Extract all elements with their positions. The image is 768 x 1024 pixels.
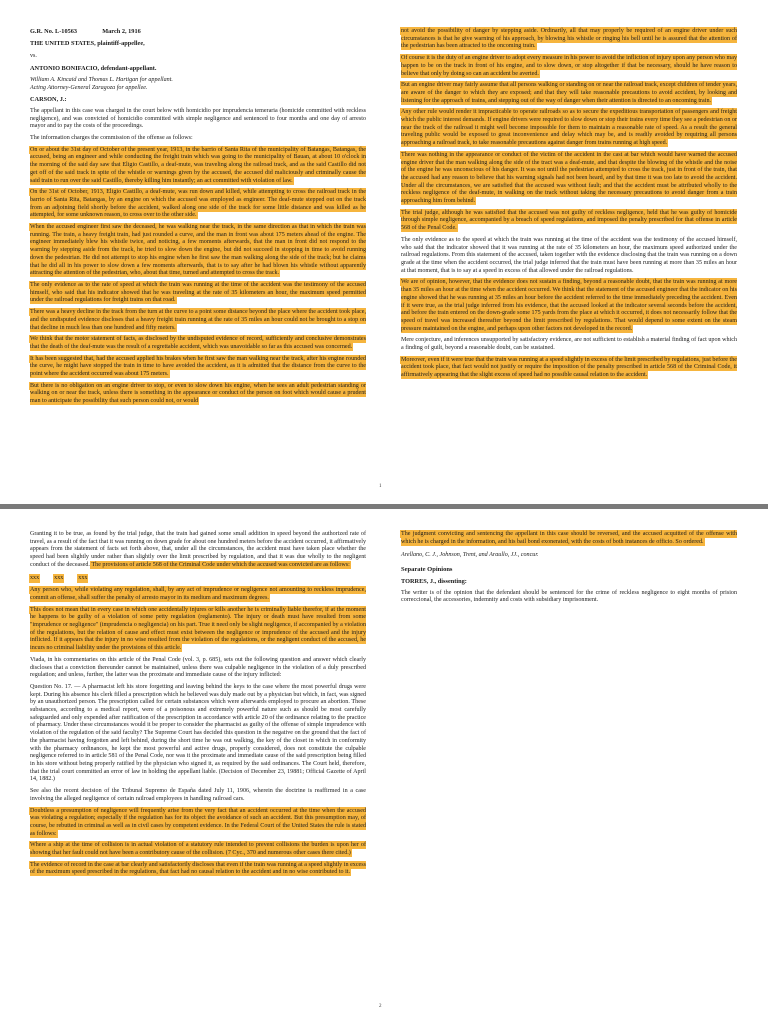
- plaintiff-line: THE UNITED STATES, plaintiff-appellee,: [30, 39, 145, 47]
- highlighted-paragraph: We think that the motor statement of facts, as disclosed by the undisputed evidence of record, sufficiently and conclusive demonstrates that the death of the deaf-mute was the result of a regrettable accident, which was unavoidable so far as this accused was concerned.: [30, 336, 366, 350]
- paragraph: Granting it to be true, as found by the trial judge, that the train had gained some small addition in speed beyond the authorized rate of travel, as a result of the fact that it was running on down grade for about one hundred meters before the accident occurred, it affirmatively appears from the statement of facts set forth above, that, under all the circumstances, the accident must have taken place whether the speed had been slightly under rather than slightly over the limit prescribed by regulation, and that it was due wholly to the negligent conduct of the deceased. The provisions of article 568 of the Criminal Code under which the accused was convicted are as follows:: [30, 531, 366, 568]
- paragraph: The information charges the commission of the offense as follows:: [30, 135, 193, 142]
- paragraph: The appellant in this case was charged in the court below with homicidio por imprudencia temeraria (homicide committed with reckless negligence), and was convicted of homicidio committed with simple negligence and sentenced to four months and one day of arresto mayor and to pay the costs of the proceedings.: [30, 107, 366, 130]
- page2-right-column: [401, 531, 737, 609]
- paragraph: Viada, in his commentaries on this article of the Penal Code (vol. 3, p. 685), sets out the following question and answer which clearly discloses that a conviction thereunder cannot be maintained, unless there was culpable negligence in the violation of a duly prescribed regulation; and unless, further, the latter was the proximate and immediate cause of the injury inflicted:: [30, 656, 366, 679]
- highlighted-paragraph: Any person who, while violating any regulation, shall, by any act of imprudence or negligence not amounting to reckless imprudence, commit an offense, shall suffer the penalty of arresto mayor in its medium and maximum degrees.: [30, 587, 366, 601]
- case-number-line: [30, 28, 366, 36]
- highlighted-paragraph: When the accused engineer first saw the deceased, he was walking near the track, in the same direction as that in which the train was running. The train, a heavy freight train, had just rounded a curve, and the man in front was about 175 meters ahead of the engine. The engineer immediately blew his whistle twice, and noticing, a few moments afterwards, that the man in front did not respond to the warning by stepping aside from the track, he tried to slow down the engine, but did not succeed in stopping in time to avoid running down the pedestrian. He did not attempt to stop his engine when he first saw the man walking along the side of the track; but he claims that he did all in his power to slow down a few moments afterwards, that is to say after he had blown his whistle without apparently attracting the attention of the pedestrian, who, about that time, turned and attempted to cross the track.: [30, 224, 366, 277]
- paragraph: See also the recent decision of the Tribunal Supremo de España dated July 11, 1906, wherein the doctrine is reaffirmed in a case involving the alleged negligence of certain railroad employees in handling railroad cars.: [30, 788, 366, 802]
- paragraph: Mere conjecture, and inferences unsupported by satisfactory evidence, are not sufficient to establish a material finding of fact upon which a finding of guilt, beyond a reasonable doubt, can be sustained.: [401, 337, 737, 352]
- highlighted-paragraph: Of course it is the duty of an engine driver to adopt every measure in his power to avoid the infliction of injury upon any person who may happen to be on the track in front of his engine, and to slow down, or stop altogether if that be necessary, should he have reason to believe that only by doing so can an accident be averted.: [401, 55, 737, 77]
- paragraph: The only evidence as to the speed at which the train was running at the time of the accident was the testimony of the accused himself, who said that the indicator showed that it was running at the rate of 35 kilometers an hour, the maximum speed authorized under the railroad regulations. From this statement of the accused, taken together with the evidence disclosing that the train was running on a down grade at the time when the accident occurred, the trial judge inferred that the train must have been running at more than 35 miles an hour at that moment, that is to say at a speed in excess of that allowed under the railroad regulations.: [401, 236, 737, 274]
- document-page-1: [0, 0, 768, 504]
- highlighted-paragraph: Moreover, even if it were true that the train was running at a speed slightly in excess of the limit prescribed by regulations, just before the accident took place, that fact would not justify or require the imposition of the penalty prescribed in article 568 of the Criminal Code, it affirmatively appearing that the slight excess of speed had no possible causal relation to the accident.: [401, 356, 737, 379]
- dissent-paragraph: The writer is of the opinion that the defendant should be sentenced for the crime of reckless negligence to eight months of prision correccional, the accessories, indemnity and costs with subsidiary imprisonment.: [401, 589, 737, 604]
- page-number: 2: [379, 1004, 382, 1009]
- highlighted-paragraph: Where a ship at the time of collision is in actual violation of a statutory rule intended to prevent collisions the burden is upon her of showing that her fault could not have been a contributory cause of the collision. (7 Cyc., 370 and numerous other cases there cited.): [30, 842, 366, 857]
- page1-right-column: [401, 28, 737, 384]
- highlighted-paragraph: But an engine driver may fairly assume that all persons walking or standing on or near the railroad track, except children of tender years, are aware of the danger to which they are exposed; and that they will take reasonable precautions to avoid accident, by looking and listening for the approach of trains, and stepping out of the way of danger when their attention is directed to an oncoming train.: [401, 82, 737, 104]
- page-number: 1: [379, 484, 382, 489]
- concurrence-line: Arellano, C. J., Johnson, Trent, and Araullo, JJ., concur.: [401, 552, 539, 559]
- page1-left-column: [30, 28, 366, 410]
- highlighted-paragraph: not avoid the possibility of danger by stepping aside. Ordinarily, all that may properly be required of an engine driver under such circumstances is that he give warning of his approach, by blowing his whistle or ringing his bell until he is assured that the attention of the pedestrian has been attracted to the oncoming train.: [401, 28, 737, 50]
- paragraph: Question No. 17. — A pharmacist left his store forgetting and leaving behind the keys to the case where the most powerful drugs were kept. During his absence his clerk filled a prescription which he believed was duly made out by a physician but which, in fact, was signed by an unauthorized person. The prescription called for certain substances which were afterwards employed to procure an abortion. These substances, according to a medical report, were of a poisonous and extremely powerful nature such as should be most carefully safeguarded and only expended after ratification of the prescription in accordance with article 20 of the ordinance relating to the practice of pharmacy. Under these circumstances would it be proper to consider the pharmacist as guilty of the offense of simple imprudence with violation of the regulation of the said faculty? The Supreme Court has decided this question in the negative on the ground that the fact of the pharmacist having forgotten and left behind, during the short time he was out walking, the key of the closet in which in conformity with the pharmacy ordinances, he kept the most powerful and active drugs, properly considered, does not constitute the culpable negligence referred to in article 581 of the Penal Code, nor was it the proximate and immediate cause of the said prescription being filled in his store without being properly ratified by the physician who signed it, as required by the said ordinances. The Court held, therefore, that the trial court committed an error of law in holding the appellant liable. (Decision of December 23, 19881; Official Gazette of April 14, 1882.): [30, 683, 366, 783]
- highlighted-paragraph: There was nothing in the appearance or conduct of the victim of the accident in the cast at bar which would have warned the accused engine driver that the man walking along the side of the tract was a deaf-mute, and that despite the blowing of the whistle and the noise of the engine he was unconscious of his danger. It was not until the pedestrian attempted to cross the track, just in front of the train, that the accused had any reason to believe that his warning signals had not been heard, and by that time it was too late to avoid the accident. Under all the circumstances, we are satisfied that the accused was without fault; and that the accident must be attributed wholly to the reckless negligence of the deaf-mute, in walking on the track without taking the necessary precautions to avoid danger from a train approaching him from behind.: [401, 151, 737, 205]
- vs-line: vs.: [30, 53, 37, 60]
- highlighted-sentence: The provisions of article 568 of the Criminal Code under which the accused was convicted are as follows:: [91, 561, 350, 568]
- highlighted-paragraph: But there is no obligation on an engine driver to stop, or even to slow down his engine, when he sees an adult pedestrian standing or walking on or near the track, unless there is something in the appearance or conduct of the person on foot which would cause a prudent man to anticipate the possibility that such person could not, or would: [30, 382, 366, 405]
- highlighted-paragraph: Any other rule would render it impracticable to operate railroads so as to secure the expeditious transportation of passengers and freight which the public interest demands. If engine drivers were required to slow down or stop their trains every time they see a pedestrian on or near the track of the railroad it might well become impossible for them to maintain a reasonable rate of speed. As a result the general traveling public would be exposed to great inconvenience and delay which may be, and is readily avoided by requiring all persons approaching a railroad track, to take reasonable precautions against danger from trains running at high speed.: [401, 109, 737, 147]
- page2-left-column: [30, 531, 366, 881]
- highlighted-paragraph: The judgment convicting and sentencing the appellant in this case should be reversed, and the accused acquitted of the offense with which he is charged in the information, and his bail bond exonerated, with the costs of both instances de officio. So ordered.: [401, 531, 737, 545]
- highlighted-paragraph: On the 31st of October, 1913, Eligio Castillo, a deaf-mute, was run down and killed, while attempting to cross the railroad track in the barrio of Santa Rita, Batangas, by an engine on which the accused was employed as engineer. The deaf-mute stepped out on the track from an adjoining field shortly before the accident, walked along one side of the track for some little distance and was killed as he attempted, for some unknown reason, to cross over to the other side.: [30, 189, 366, 219]
- highlighted-paragraph: The only evidence as to the rate of speed at which the train was running at the time of the accident was the testimony of the accused himself, who said that his indicator showed that he was traveling at the rate of 35 kilometers an hour, the maximum speed permitted under the railroad regulations for freight trains on that road.: [30, 281, 366, 304]
- highlighted-paragraph: We are of opinion, however, that the evidence does not sustain a finding, beyond a reasonable doubt, that the train was running at more than 35 miles an hour at the time when the accident occurred. We think that the statement of the accused engineer that the indicator on his engine showed that he was running at 35 miles an hour before the accident referred to the time immediately preceding the accident. Even if it were true, as the trial judge inferred from his evidence, that the accused looked at the indicator several seconds before the accident, and before the train entered on the down-grade some 175 yards from the place at which it occurred, it does not necessarily follow that the speed of travel was increased thereafter beyond the limit prescribed by regulations. That would depend to some extent on the steam pressure maintained on the engine, and perhaps upon other factors not developed in the record.: [401, 279, 737, 332]
- omission-marks: xxx xxx xxx: [30, 574, 366, 584]
- document-page-2: [0, 509, 768, 1024]
- highlighted-paragraph: Doubtless a presumption of negligence will frequently arise from the very fact that an accident occurred at the time when the accused was violating a regulation; especially if the regulation has for its object the avoidance of such an accident. But this presumption may, of course, be rebutted in criminal as well as in civil cases by competent evidence. In the Federal Court of the United States the rule is stated as follows:: [30, 807, 366, 837]
- decision-date: March 2, 1916: [102, 28, 141, 35]
- defendant-line: ANTONIO BONIFACIO, defendant-appellant.: [30, 65, 157, 73]
- case-number: G.R. No. L-10563: [30, 28, 78, 35]
- counsel-appellee: Acting Attorney-General Zaragoza for appellee.: [30, 84, 148, 91]
- highlighted-paragraph: The trial judge, although he was satisfied that the accused was not guilty of reckless negligence, held that he was guilty of homicide through simple negligence, accompanied by a breach of speed regulations, and imposed the penalty prescribed for that offense in article 568 of the Penal Code.: [401, 209, 737, 232]
- highlighted-paragraph: There was a heavy decline in the track from the turn at the curve to a point some distance beyond the place where the accident took place, and the undisputed evidence discloses that a heavy freight train running at the rate of 35 miles an hour could not be brought to a stop on that decline in much less than one hundred and fifty meters.: [30, 309, 366, 331]
- highlighted-paragraph: It has been suggested that, had the accused applied his brakes when he first saw the man walking near the track, after his engine rounded the curve, he might have stopped the train in time to have avoided the accident, as it is admitted that the distance from the curve to the point where the accident occurred was about 175 meters.: [30, 355, 366, 378]
- highlighted-paragraph: The evidence of record in the case at bar clearly and satisfactorily discloses that even if the train was running at a speed slightly in excess of the maximum speed prescribed in the regulations, that fact had no causal relation to the accident and in no wise contributed to it.: [30, 861, 366, 876]
- judge-name: CARSON, J.:: [30, 96, 67, 104]
- highlighted-paragraph: On or about the 31st day of October of the present year, 1913, in the barrio of Santa Rita of the municipality of Batangas, Batangas, the accused, being an engineer and while conducting the freight train which was going to the municipality of Bauan, at about 10 o'clock in the morning of the said day saw that Eligio Castillo, a deaf-mute, was traveling along the railroad track, and as the said Castillo did not get off of the said track in spite of the whistle or warnings given by the accused, the accused did maliciously and criminally cause the said train to run over the said Castillo, thereby killing him instantly; an act committed with violation of law.: [30, 146, 366, 184]
- highlighted-paragraph: This does not mean that in every case in which one accidentally injures or kills another he is criminally liable therefor, if at the moment he happens to be guilty of a violation of some petty regulation (reglamento). The injury or death must have resulted from some "imprudence or negligence" (imprudencia o negligencia) on his part. True it need only be slight negligence, if accompanied by a violation of the regulations, but the relation of cause and effect must exist between the negligence or imprudence of the accused and the injury inflicted. If it appears that the injury in no wise resulted from the violation of the regulations, or the negligent conduct of the accused, he incurs no criminal liability under the provisions of this article.: [30, 606, 366, 652]
- separate-opinions-heading: Separate Opinions: [401, 566, 453, 574]
- counsel-appellant: William A. Kincaid and Thomas L. Hartigan for appellant.: [30, 76, 173, 83]
- dissent-judge: TORRES, J., dissenting:: [401, 577, 467, 585]
